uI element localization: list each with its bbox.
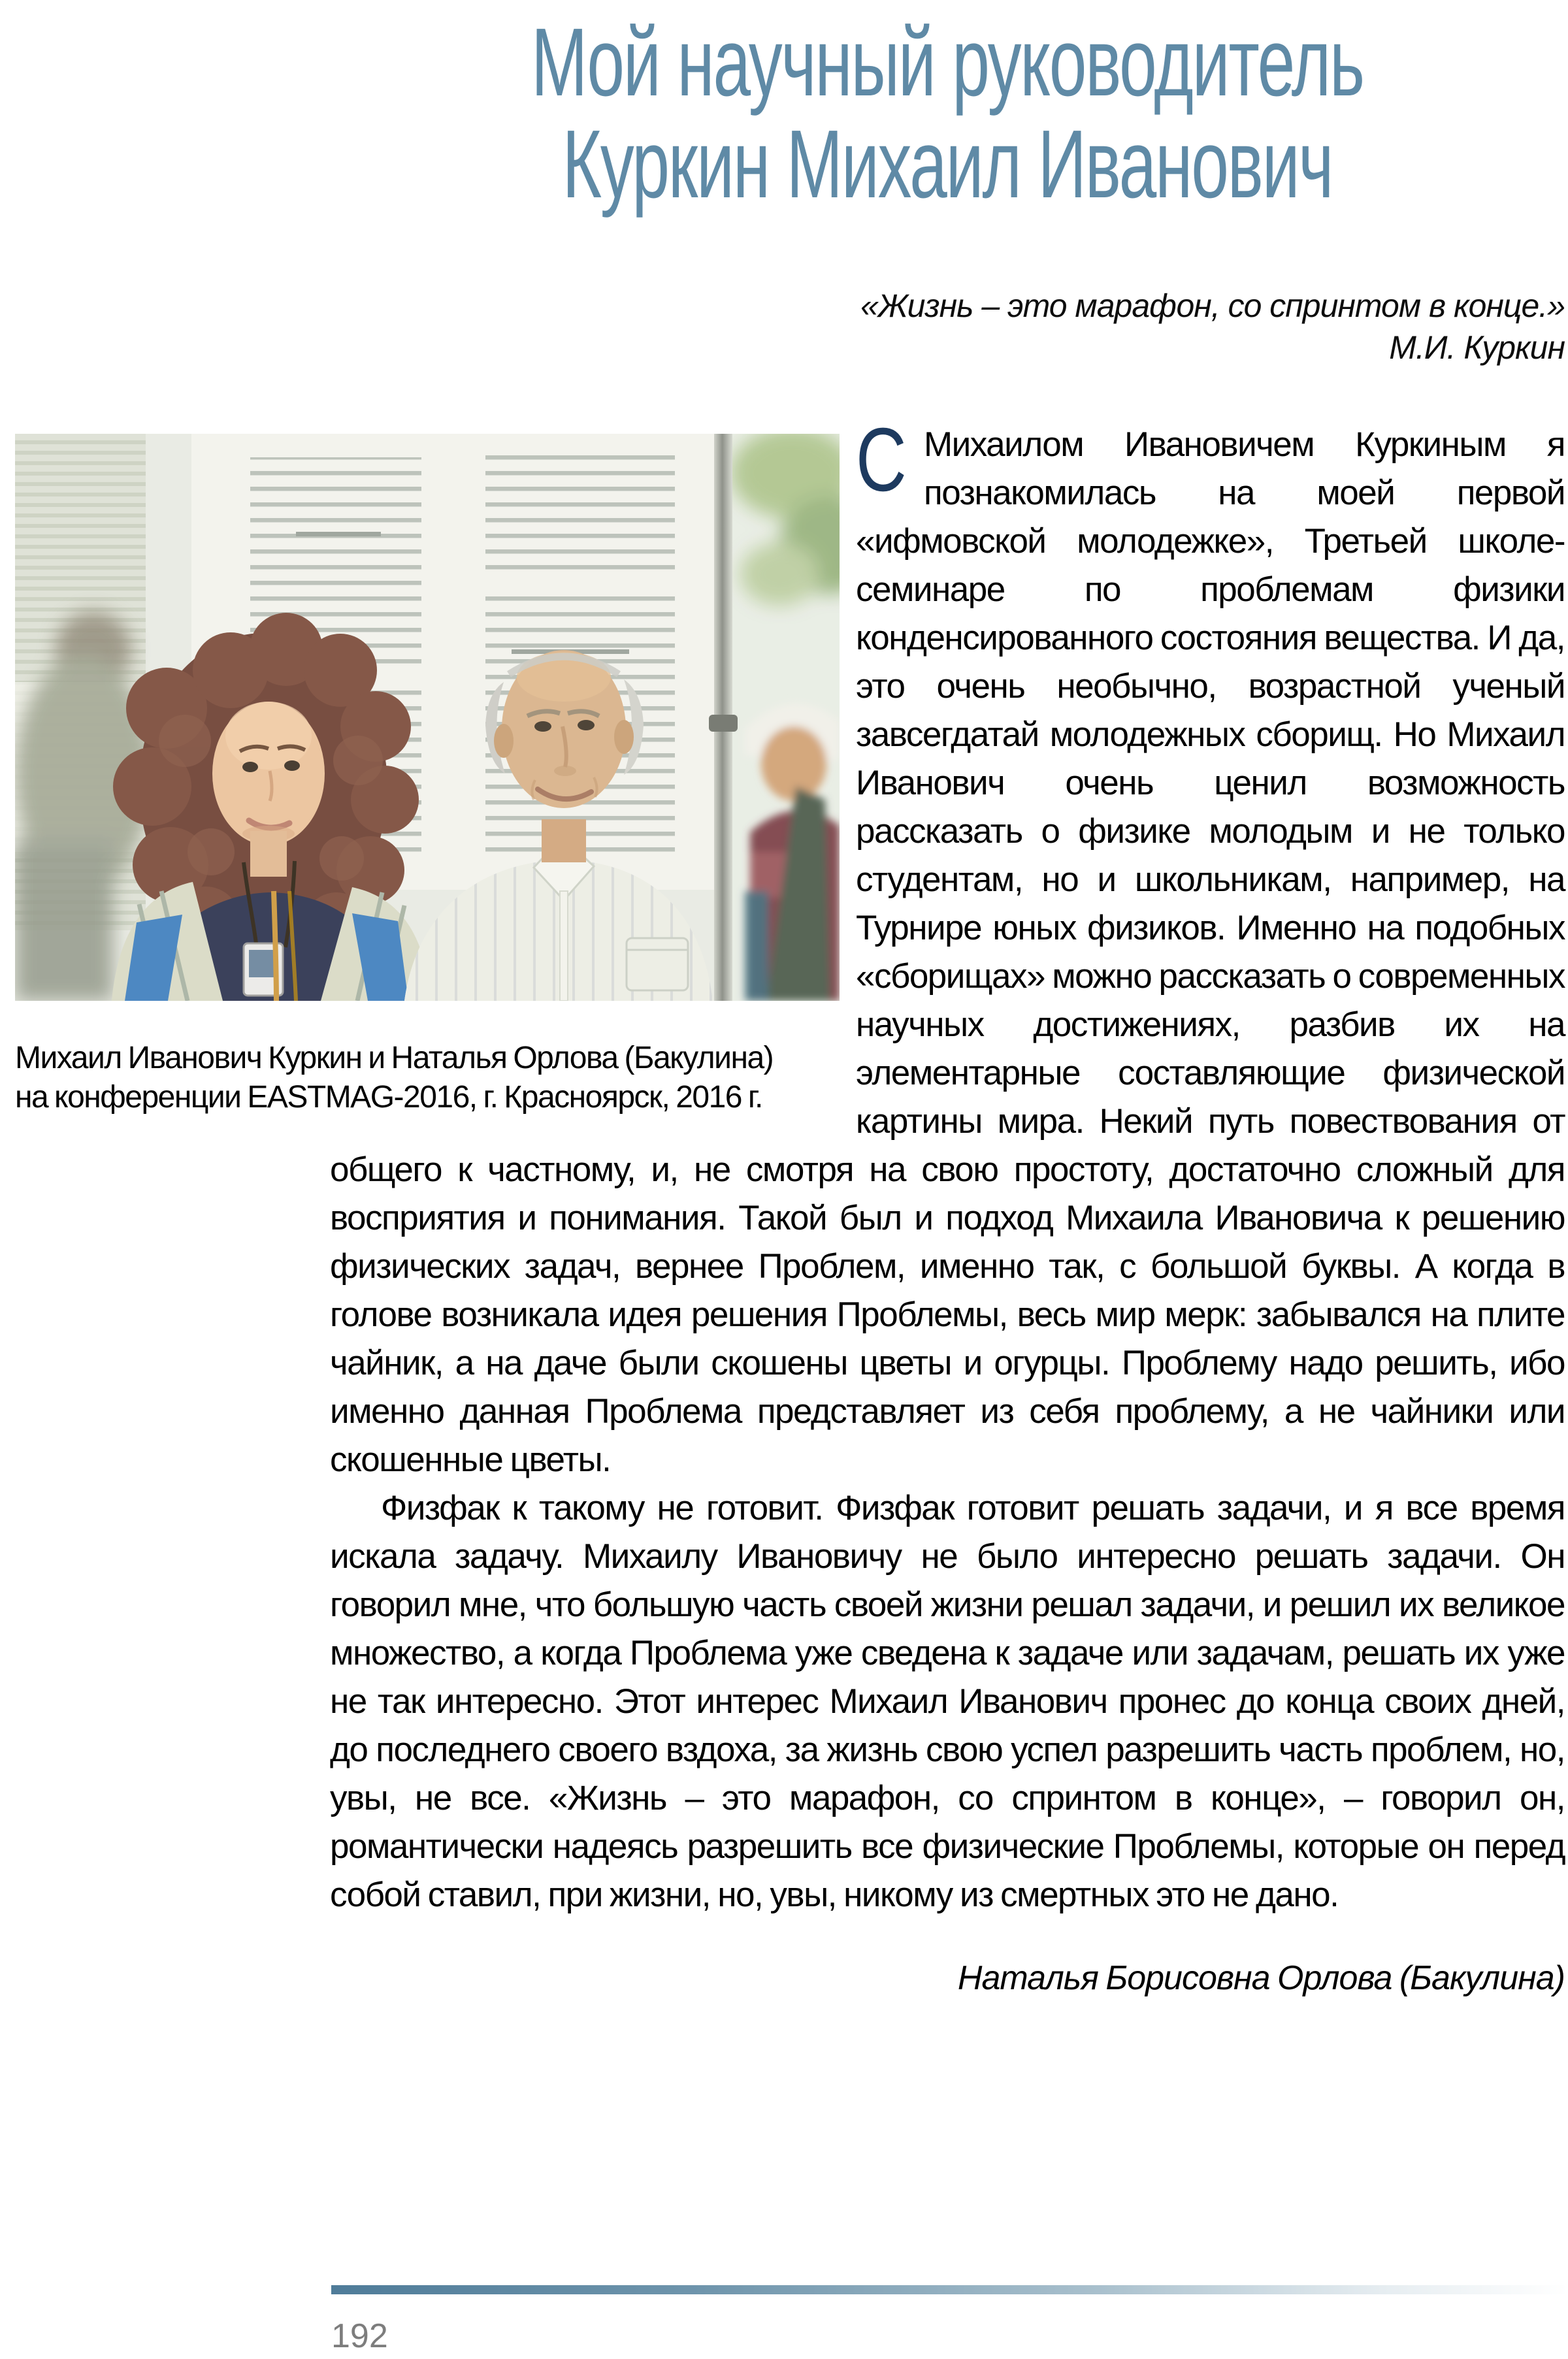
paragraph-2: Физфак к такому не готовит. Физфак готовит решать задачи, и я все время искала задачу. Михаилу Ивановичу не было интересно решать задачи. Он говорил мне, что большую часть своей жизни решал задачи, и решил их великое множество, а когда Проблема уже сведена к задаче или задачам, решать их уже не так интересно. Этот интерес Михаил Иванович пронес до конца своих дней, до последнего своего вздоха, за жизнь свою успел разрешить часть проблем, но, увы, не все. «Жизнь – это марафон, со спринтом в конце», – говорил он, романтически надеясь разрешить все физические Проблемы, которые он перед собой ставил, при жизни, но, увы, никому из смертных это не дано.: [330, 1489, 1565, 1914]
page-title-line-1: Мой научный руководитель: [531, 8, 1364, 116]
epigraph: [330, 285, 1565, 368]
paragraph-1-text: Михаилом Ивановичем Куркиным я познакомилась на моей первой «ифмовской молодежке», Третьей школе-семинаре по проблемам физики конденсированного состояния вещества. И да, это очень необычно, возрастной ученый завсегдатай молодежных сборищ. Но Михаил Иванович очень ценил возможность рассказать о физике молодым и не только студентам, но и школьникам, например, на Турнире юных физиков. Именно на подобных «сборищах» можно рассказать о современных научных достижениях, разбив их на элементарные составляющие физической картины мира. Некий путь повествования от общего к частному, и, не смотря на свою простоту, достаточно сложный для восприятия и понимания. Такой был и подход Михаила Ивановича к решению физических задач, вернее Проблем, именно так, с большой буквы. А когда в голове возникала идея решения Проблемы, весь мир мерк: забывался на плите чайник, а на даче были скошены цветы и огурцы. Проблему надо решить, ибо именно данная Проблема представляет из себя проблему, а не чайники или скошенные цветы.: [330, 425, 1565, 1479]
page-title-line-2: Куркин Михаил Иванович: [562, 110, 1333, 218]
page-title: [515, 8, 1380, 218]
article-body: [15, 410, 1565, 1999]
conference-photo: [15, 434, 840, 1001]
dropcap: С: [856, 410, 906, 510]
epigraph-attribution: М.И. Куркин: [1389, 329, 1565, 366]
epigraph-quote: «Жизнь – это марафон, со спринтом в конце.»: [860, 287, 1565, 324]
page-number: 192: [331, 2317, 388, 2355]
footer-rule: [331, 2285, 1568, 2294]
warm-overlay: [15, 434, 840, 1001]
photo-caption: [15, 1039, 840, 1117]
photo-caption-line-1: Михаил Иванович Куркин и Наталья Орлова (Бакулина): [15, 1041, 774, 1075]
page-footer: [331, 2285, 1568, 2356]
photo-figure: [15, 434, 840, 1117]
photo-caption-line-2: на конференции EASTMAG-2016, г. Красноярск, 2016 г.: [15, 1080, 762, 1114]
author-signature: Наталья Борисовна Орлова (Бакулина): [957, 1959, 1565, 1997]
